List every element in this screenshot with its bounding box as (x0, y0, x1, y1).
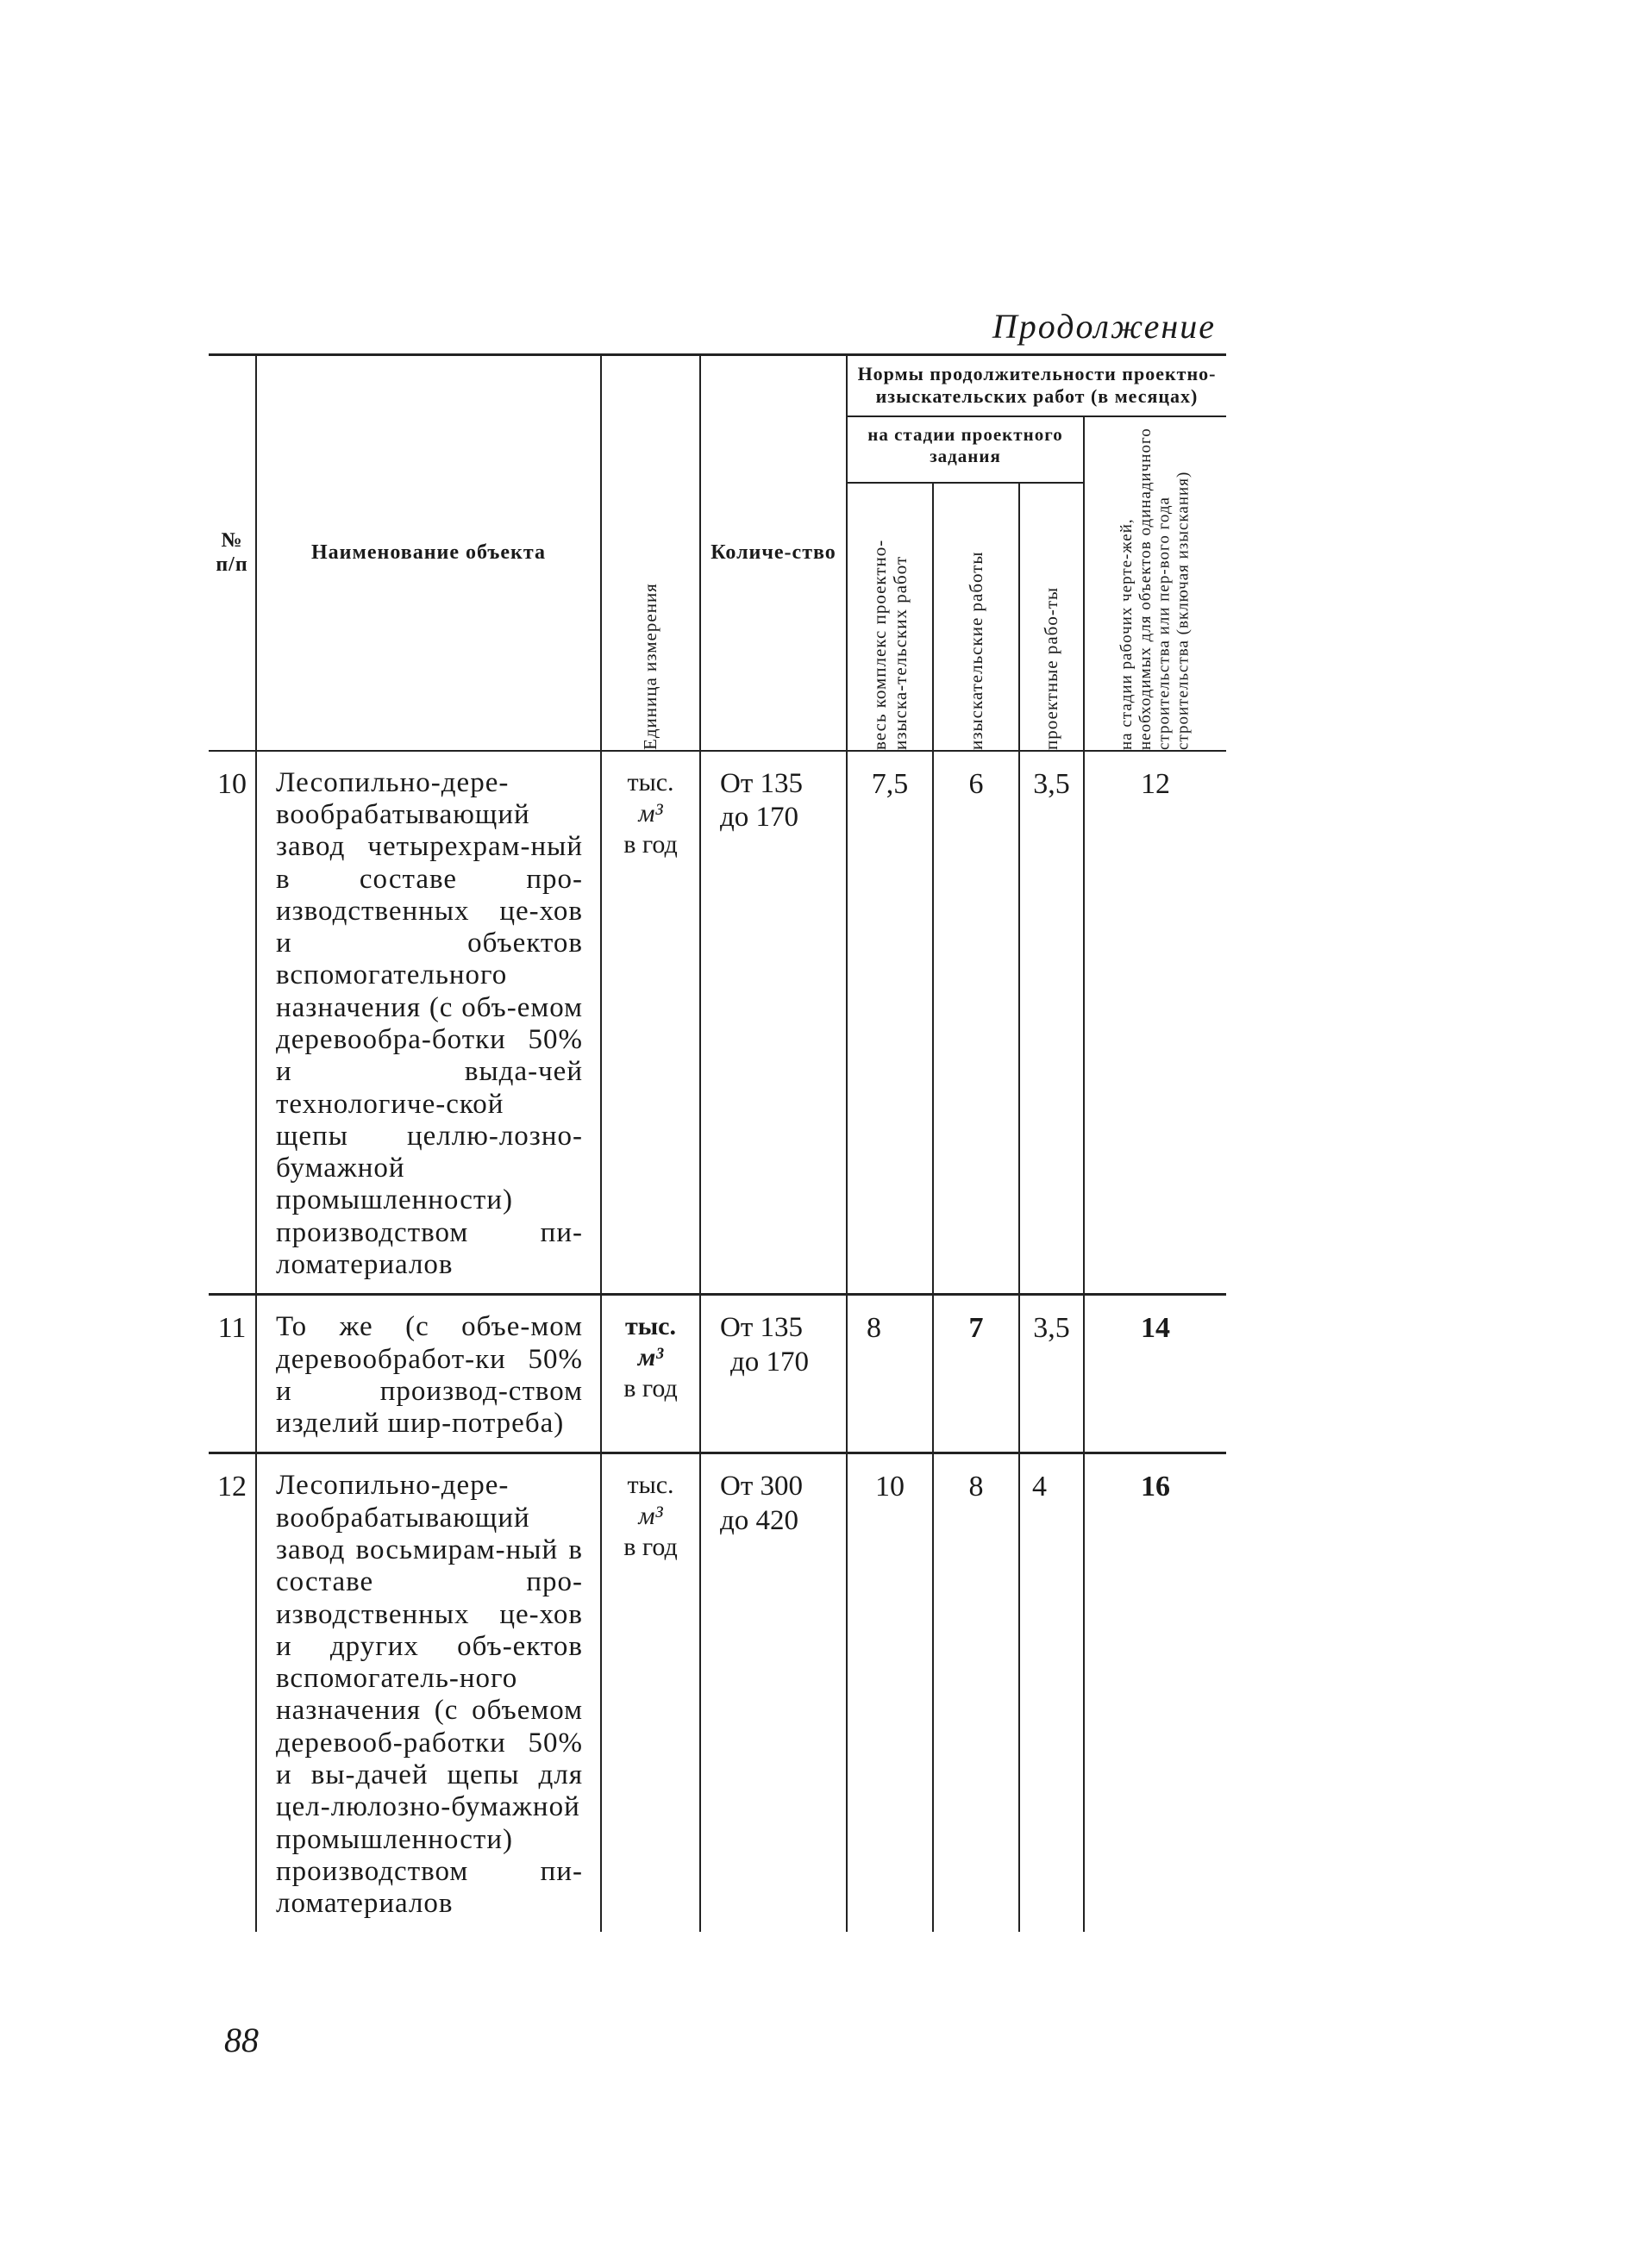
header-design-works: проектные рабо-ты (1019, 483, 1084, 751)
design-value: 3,5 (1019, 751, 1084, 1295)
header-quantity: Количе-ство (700, 355, 847, 751)
design-value: 4 (1019, 1453, 1084, 1932)
unit-cell (601, 751, 700, 1295)
full-complex-value: 7,5 (847, 751, 933, 1295)
survey-value: 6 (933, 751, 1019, 1295)
header-name: Наименование объекта (256, 355, 601, 751)
working-drawings-value: 14 (1084, 1295, 1226, 1453)
continuation-label: Продолжение (992, 307, 1216, 346)
working-drawings-value: 12 (1084, 751, 1226, 1295)
header-working-drawings: на стадии рабочих черте-жей, необходимых для объектов одинадичного строительства или пер-вого года строительства (включая изыскания) (1084, 416, 1226, 751)
quantity-line: От 300 (720, 1471, 804, 1503)
survey-value: 8 (933, 1453, 1019, 1932)
full-complex-value: 10 (847, 1453, 933, 1932)
unit-cell (601, 1453, 700, 1932)
unit-line: в год (623, 1533, 678, 1562)
unit-line: м³ (637, 1343, 664, 1372)
header-full-complex: весь комплекс проектно-изыска-тельских работ (847, 483, 933, 751)
object-name: Лесопильно-дере-вообрабатывающий завод восьмирам-ный в составе про-изводственных це-хов и других объ-ектов вспомогатель-ного назначения (с объемом деревооб-работки 50% и вы-дачей щепы для цел-люлозно-бумажной промышленности) производством пи-ломатериалов (256, 1453, 601, 1932)
unit-line: м³ (638, 798, 663, 828)
row-number: 11 (209, 1295, 256, 1453)
quantity-line: От 135 (720, 1312, 804, 1344)
unit-cell (601, 1295, 700, 1453)
unit-line: тыс. (627, 1471, 674, 1500)
unit-line: тыс. (625, 1312, 676, 1341)
unit-line: в год (623, 1374, 678, 1403)
header-no: № п/п (209, 355, 256, 751)
quantity-cell (700, 1453, 847, 1932)
working-drawings-value: 16 (1084, 1453, 1226, 1932)
table-row (209, 751, 1226, 1295)
design-value: 3,5 (1019, 1295, 1084, 1453)
unit-line: м³ (638, 1502, 663, 1531)
row-number: 12 (209, 1453, 256, 1932)
object-name: Лесопильно-дере-вообрабатывающий завод четырехрам-ный в составе про-изводственных це-хов и объектов вспомогательного назначения (с объ-емом деревообра-ботки 50% и выда-чей технологиче-ской щепы целлю-лозно-бумажной промышленности) производством пи-ломатериалов (256, 751, 601, 1295)
full-complex-value: 8 (847, 1295, 933, 1453)
header-survey-works: изыскательские работы (933, 483, 1019, 751)
quantity-line: От 135 (720, 767, 804, 799)
table-row (209, 1453, 1226, 1932)
header-stage-project-task: на стадии проектного задания (847, 416, 1084, 483)
row-number: 10 (209, 751, 256, 1295)
unit-line: тыс. (627, 767, 674, 797)
quantity-cell (700, 1295, 847, 1453)
quantity-line: до 170 (720, 802, 799, 834)
norms-table (209, 353, 1226, 1932)
table-row (209, 1295, 1226, 1453)
survey-value: 7 (933, 1295, 1019, 1453)
quantity-line: до 170 (730, 1346, 810, 1378)
header-norms: Нормы продолжительности проектно-изыскательских работ (в месяцах) (847, 355, 1226, 416)
object-name: То же (с объе-мом деревообработ-ки 50% и производ-ством изделий шир-потреба) (256, 1295, 601, 1453)
header-unit: Единица измерения (601, 355, 700, 751)
page-number: 88 (224, 2021, 259, 2059)
quantity-line: до 420 (720, 1505, 799, 1536)
quantity-cell (700, 751, 847, 1295)
unit-line: в год (623, 829, 678, 859)
